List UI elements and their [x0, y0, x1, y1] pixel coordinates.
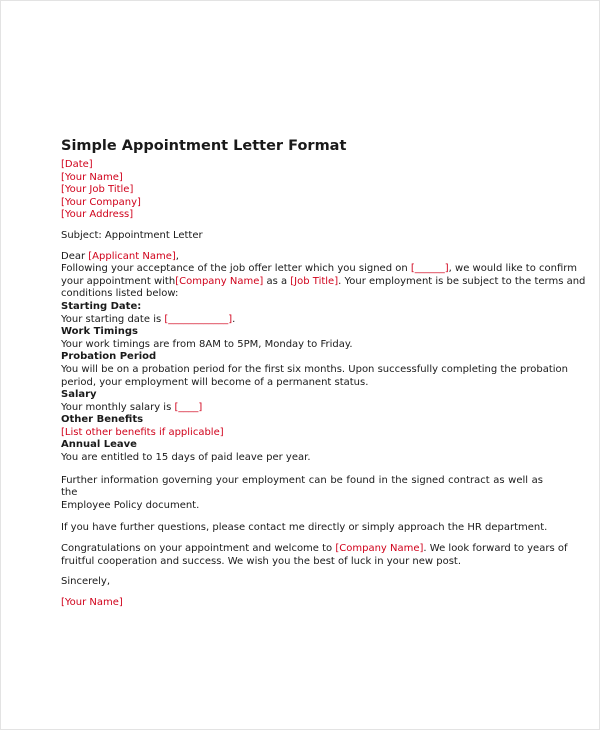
intro-line-2	[61, 275, 586, 289]
salary-placeholder: [____]	[174, 401, 203, 413]
starting-date-period: .	[232, 313, 236, 325]
closing: Sincerely,	[61, 576, 111, 588]
congrats-company-placeholder: [Company Name]	[335, 543, 424, 555]
job-title-placeholder: [Job Title]	[290, 275, 339, 287]
congrats-line-2: fruitful cooperation and success. We wish you the best of luck in your new post.	[61, 555, 462, 567]
probation-heading: Probation Period	[61, 351, 157, 363]
letter-content	[61, 137, 586, 609]
work-timings-heading: Work Timings	[61, 326, 138, 338]
starting-date-text	[61, 314, 543, 327]
annual-leave-text: You are entitled to 15 days of paid leave per year.	[61, 452, 311, 464]
congrats-line-1	[61, 543, 568, 556]
salutation-suffix: ,	[175, 250, 179, 262]
starting-date-heading: Starting Date:	[61, 300, 142, 312]
sender-address: [Your Address]	[61, 209, 134, 221]
sender-company: [Your Company]	[61, 196, 141, 208]
salary-label: Your monthly salary is	[61, 401, 175, 413]
benefits-placeholder: [List other benefits if applicable]	[61, 426, 224, 438]
congrats-text: . We look forward to years of	[423, 543, 568, 555]
starting-date-label: Your starting date is	[61, 313, 165, 325]
intro-line-1	[61, 263, 577, 276]
annual-leave-heading: Annual Leave	[61, 439, 137, 451]
questions-paragraph: If you have further questions, please contact me directly or simply approach the HR department.	[61, 522, 548, 534]
sender-job-title: [Your Job Title]	[61, 184, 134, 196]
applicant-name-placeholder: [Applicant Name]	[88, 250, 176, 262]
intro-text: . Your employment is be subject to the terms and	[338, 275, 586, 287]
congrats-text: Congratulations on your appointment and welcome to	[61, 543, 336, 555]
further-info-line-1: Further information governing your employment can be found in the signed contract as well as the	[61, 474, 543, 499]
sender-block	[61, 159, 543, 222]
probation-text-2: period, your employment will become of a permanent status.	[61, 376, 369, 388]
work-timings-text: Your work timings are from 8AM to 5PM, Monday to Friday.	[61, 338, 353, 350]
intro-text: , we would like to confirm	[448, 263, 577, 275]
intro-line-3: conditions listed below:	[61, 288, 179, 300]
benefits-heading: Other Benefits	[61, 414, 144, 426]
company-name-placeholder: [Company Name]	[175, 275, 264, 287]
salutation	[61, 251, 543, 264]
letter-title: Simple Appointment Letter Format	[61, 138, 347, 154]
sender-date: [Date]	[61, 159, 93, 170]
sender-name: [Your Name]	[61, 171, 123, 183]
further-info-line-2: Employee Policy document.	[61, 499, 200, 511]
signature-name-placeholder: [Your Name]	[61, 596, 123, 608]
signed-date-placeholder: [______]	[410, 263, 449, 275]
subject-line: Subject: Appointment Letter	[61, 229, 203, 241]
intro-text: your appointment with	[61, 275, 176, 287]
intro-text: as a	[263, 275, 291, 287]
starting-date-placeholder: [____________]	[164, 313, 233, 325]
intro-text: Following your acceptance of the job offer letter which you signed on	[61, 263, 411, 275]
salutation-prefix: Dear	[61, 250, 89, 262]
salary-text	[61, 402, 543, 415]
probation-text-1: You will be on a probation period for the first six months. Upon successfully completing the probation	[61, 363, 568, 375]
salary-heading: Salary	[61, 389, 97, 401]
